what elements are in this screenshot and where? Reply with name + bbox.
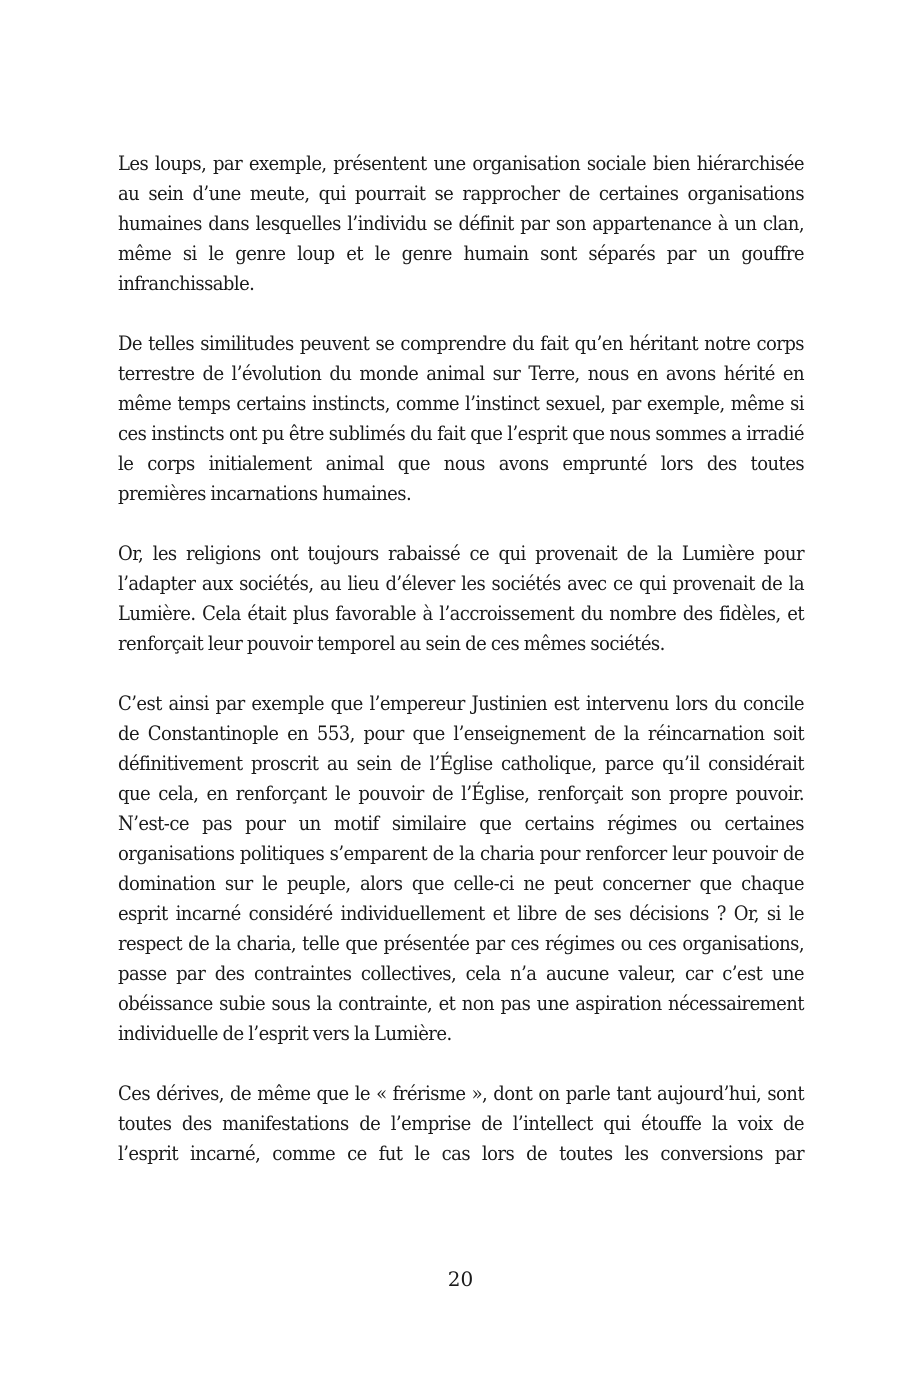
page-number: 20: [447, 1267, 474, 1291]
paragraph-wolves: Les loups, par exemple, présentent une organisation sociale bien hiérarchisée au sein d’une meute, qui pourrait se rapprocher de certaines organisations humaines dans lesquelles l’individu se définit par son appartenance à un clan, même si le genre loup et le genre humain sont séparés par un gouffre infranchissable.: [118, 151, 804, 295]
paragraph-derives: Ces dérives, de même que le « frérisme », dont on parle tant aujourd’hui, sont toutes des manifestations de l’emprise de l’intellect qui étouffe la voix de l’esprit incarné, comme ce fut le cas lors de toutes les conversions par: [118, 1081, 804, 1165]
paragraph-religions: Or, les religions ont toujours rabaissé ce qui provenait de la Lumière pour l’adapter aux sociétés, au lieu d’élever les sociétés avec ce qui provenait de la Lumière. Cela était plus favorable à l’accroissement du nombre des fidèles, et renforçait leur pouvoir temporel au sein de ces mêmes sociétés.: [118, 541, 804, 655]
paragraph-justinian: C’est ainsi par exemple que l’empereur Justinien est intervenu lors du concile de Constantinople en 553, pour que l’enseignement de la réincarnation soit définitivement proscrit au sein de l’Église catholique, parce qu’il considérait que cela, en renforçant le pouvoir de l’Église, renforçait son propre pouvoir. N’est-ce pas pour un motif similaire que certains régimes ou certaines organisations politiques s’emparent de la charia pour renforcer leur pouvoir de domination sur le peuple, alors que celle-ci ne peut concerner que chaque esprit incarné considéré individuellement et libre de ses décisions ? Or, si le respect de la charia, telle que présentée par ces régimes ou ces organisations, passe par des contraintes collectives, cela n’a aucune valeur, car c’est une obéissance subie sous la contrainte, et non pas une aspiration nécessairement individuelle de l’esprit vers la Lumière.: [118, 691, 804, 1045]
paragraph-similarities: De telles similitudes peuvent se comprendre du fait qu’en héritant notre corps terrestre de l’évolution du monde animal sur Terre, nous en avons hérité en même temps certains instincts, comme l’instinct sexuel, par exemple, même si ces instincts ont pu être sublimés du fait que l’esprit que nous sommes a irradié le corps initialement animal que nous avons emprunté lors des toutes premières incarnations humaines.: [118, 331, 804, 505]
body-text: [118, 148, 804, 1168]
